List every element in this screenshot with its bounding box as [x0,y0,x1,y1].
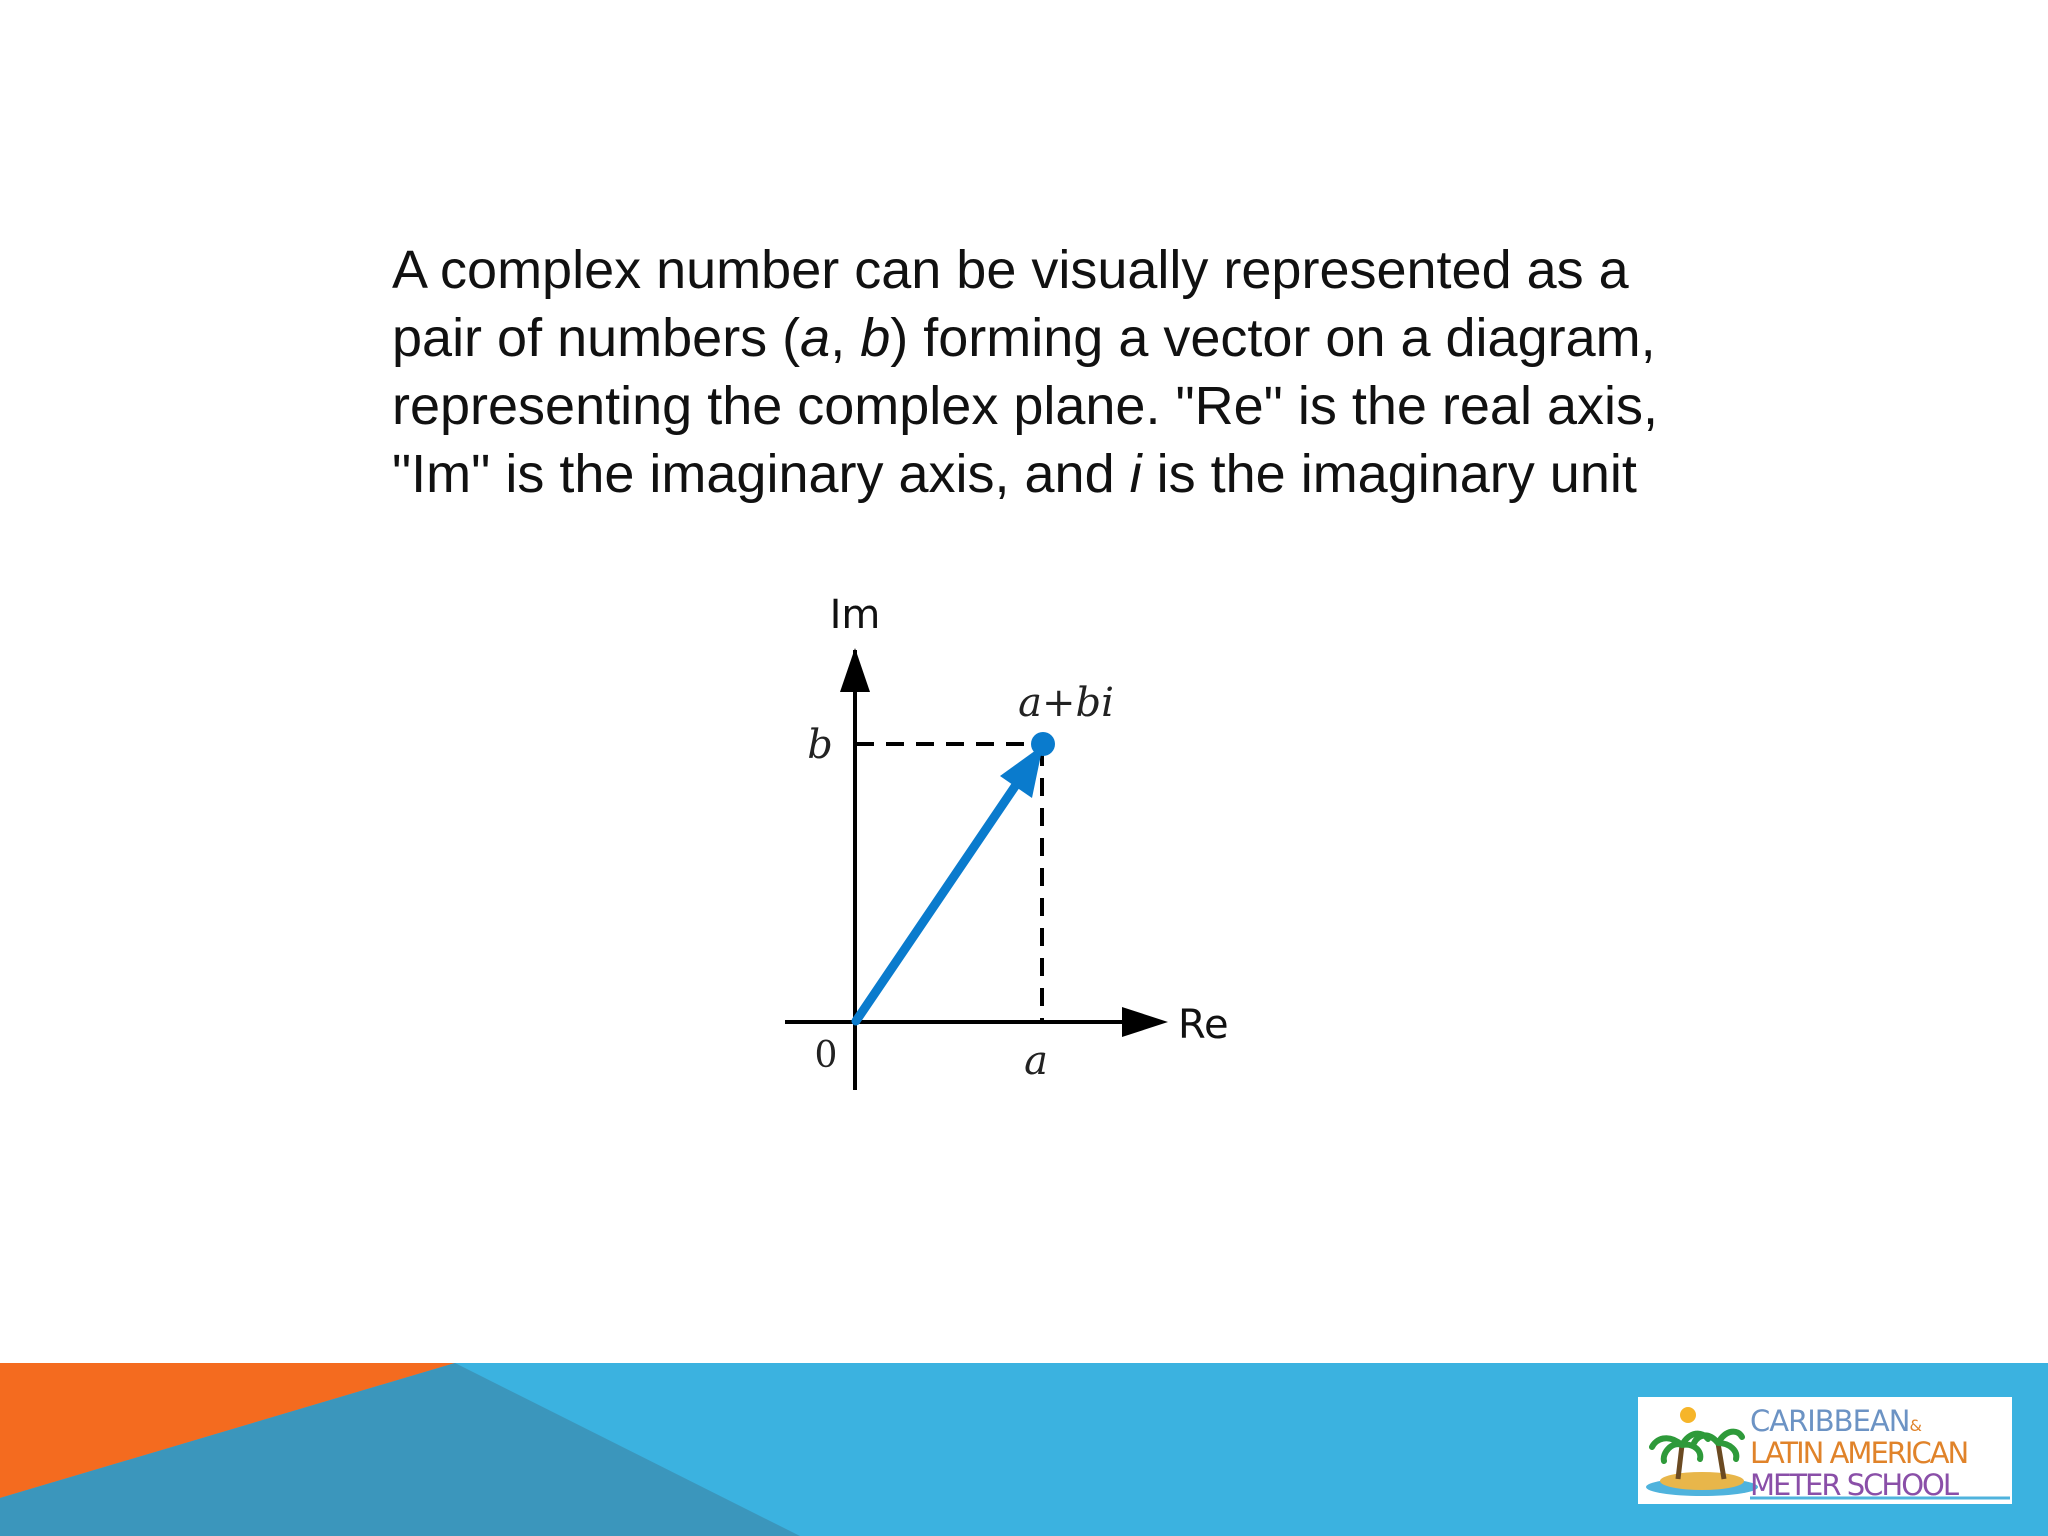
vector-arrow [856,776,1022,1021]
paragraph-segment: a [800,308,831,368]
complex-plane-diagram [760,580,1280,1100]
im-axis-label: Im [829,592,881,638]
a-tick-label: a [1024,1038,1048,1084]
logo-line-3: METER SCHOOL [1750,1468,1958,1502]
paragraph-segment: b [860,308,891,368]
paragraph-segment: A complex number can be visually represented as a pair of numbers ( [392,240,1629,368]
imaginary-axis-arrowhead [840,648,870,692]
paragraph-segment: ) forming a vector on a diagram, representing the complex plane. "Re" is the real axis, "Im" is the imaginary axis, and [392,308,1658,504]
logo-line-1: CARIBBEAN& [1750,1404,1921,1438]
real-axis-arrowhead [1122,1007,1168,1037]
paragraph-segment: i [1129,444,1142,504]
origin-label: 0 [814,1035,838,1076]
paragraph-segment: , [830,308,861,368]
island-sand [1660,1472,1744,1490]
logo-line-2: LATIN AMERICAN [1750,1436,1968,1470]
sun-icon [1680,1407,1696,1423]
body-paragraph [392,236,1712,508]
paragraph-segment: is the imaginary unit [1141,444,1637,504]
re-axis-label: Re [1178,1002,1229,1048]
point-a-plus-bi [1031,732,1055,756]
point-label: a+bi [1018,680,1114,726]
b-tick-label: b [807,722,833,768]
school-logo [1638,1397,2012,1504]
